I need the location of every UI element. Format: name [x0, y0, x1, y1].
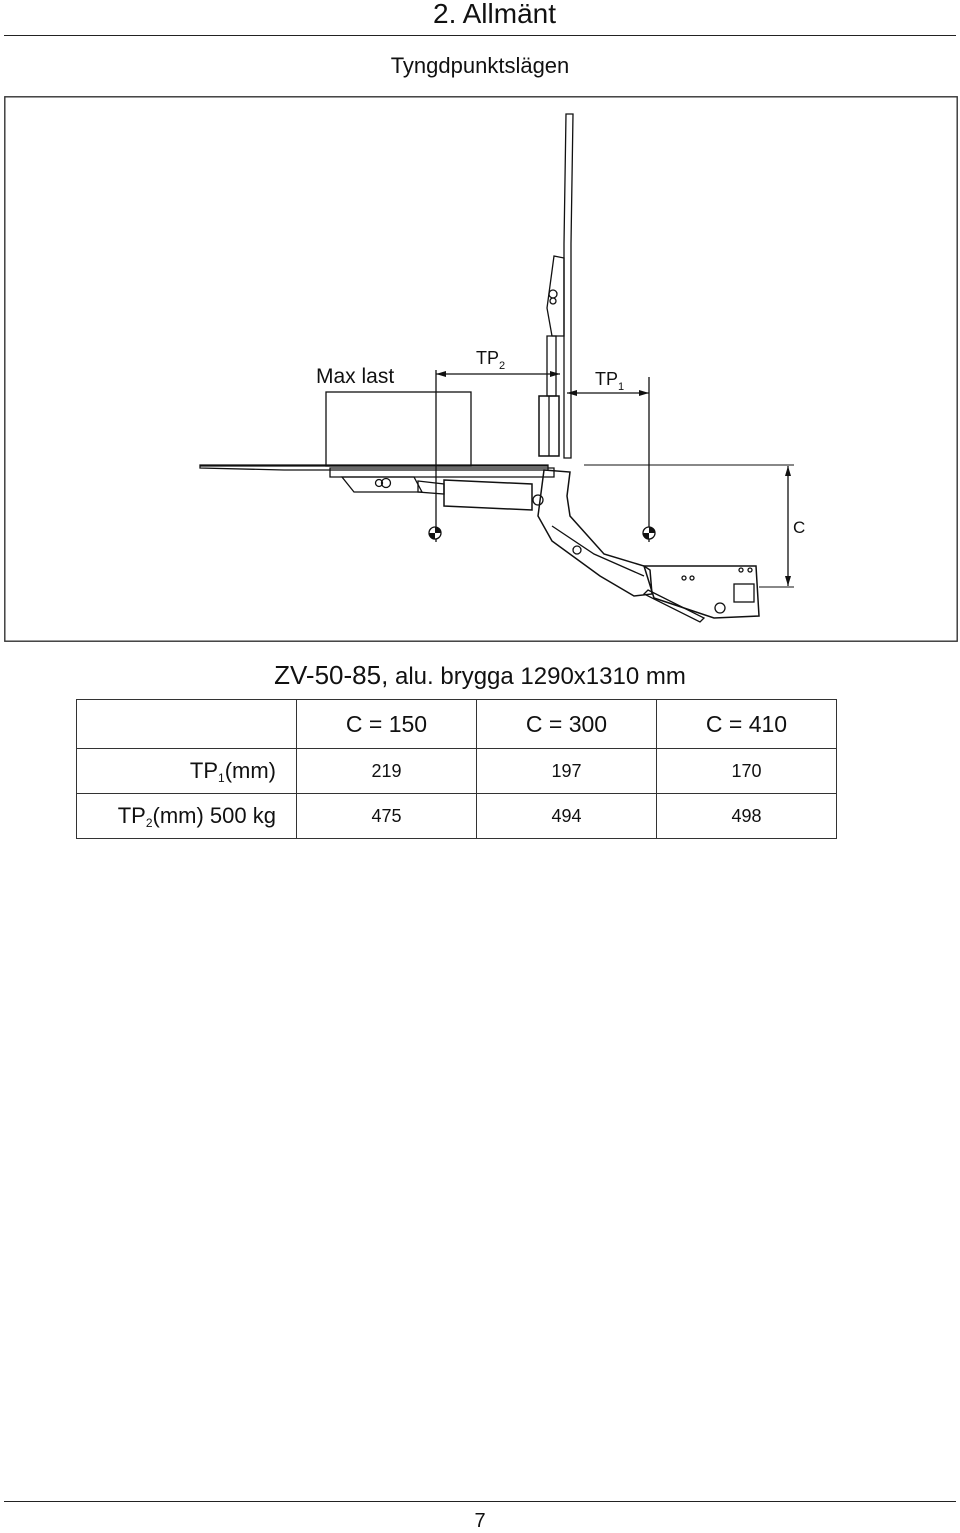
hydraulic-cylinder: [418, 480, 543, 510]
vertical-mast: [539, 114, 573, 458]
footer-rule: [4, 1501, 956, 1502]
column-header: C = 410: [657, 700, 837, 749]
table-header-row: [77, 700, 837, 749]
tp1-label: $TP_1$: [595, 369, 625, 393]
table-corner-cell: [77, 700, 297, 749]
load-box: [326, 392, 471, 466]
row-label: $TP_2(mm)$ 500 kg: [77, 794, 297, 839]
header-rule: [4, 35, 956, 36]
table-cell: 494: [477, 794, 657, 839]
table-cell: 197: [477, 749, 657, 794]
center-of-gravity-table: [76, 699, 837, 839]
table-row: [77, 749, 837, 794]
table-cell: 475: [297, 794, 477, 839]
column-header: C = 300: [477, 700, 657, 749]
model-name: ZV-50-85,: [274, 660, 389, 690]
center-of-gravity-diagram: [4, 96, 958, 642]
tp2-label: $TP_2$: [476, 348, 506, 372]
tp2-cg-symbol: [429, 527, 441, 539]
model-description: alu. brygga 1290x1310 mm: [394, 663, 686, 690]
diagram-frame: [5, 97, 957, 641]
table-cell: 498: [657, 794, 837, 839]
row-label: $TP_1(mm)$: [77, 749, 297, 794]
table-row: [77, 794, 837, 839]
c-label: C: [793, 518, 806, 537]
diagram-caption: [0, 660, 960, 691]
section-title: Tyngdpunktslägen: [390, 53, 570, 78]
column-header: C = 150: [297, 700, 477, 749]
max-last-label: Max last: [316, 365, 395, 388]
table-cell: 219: [297, 749, 477, 794]
page-number: 7: [474, 1510, 486, 1532]
page-header-title: 2. Allmänt: [433, 0, 556, 29]
table-cell: 170: [657, 749, 837, 794]
tp1-cg-symbol: [643, 527, 655, 539]
bridge-platform: [200, 465, 554, 492]
